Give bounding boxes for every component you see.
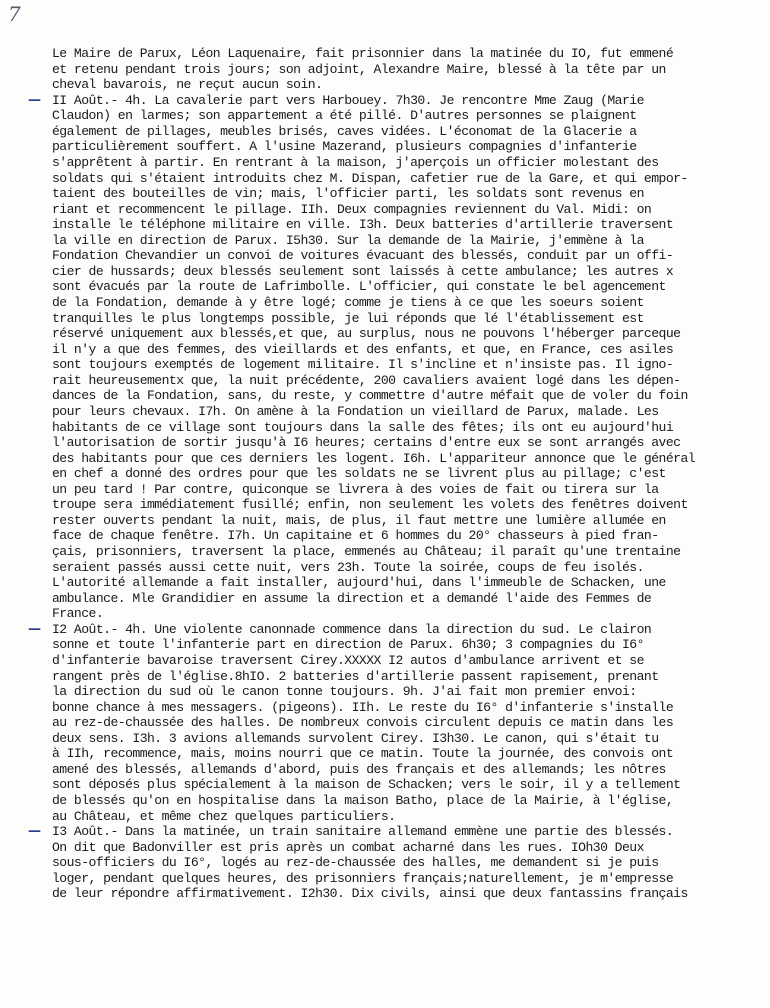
margin-dash-mark: — xyxy=(28,621,41,637)
text-line-content: la ville en direction de Parux. I5h30. Sur la demande de la Mairie, j'emmène à la xyxy=(52,232,644,248)
page-number: 7 xyxy=(8,2,21,26)
text-line xyxy=(52,311,768,327)
text-line xyxy=(52,855,768,871)
text-line xyxy=(52,793,768,809)
text-line-content: Le Maire de Parux, Léon Laquenaire, fait prisonnier dans la matinée du IO, fut emmené xyxy=(52,46,674,61)
text-line-content: pour leurs chevaux. I7h. On amène à la Fondation un vieillard de Parux, malade. Les xyxy=(52,403,659,419)
text-line xyxy=(52,513,768,529)
text-line-content: habitants de ce village sont toujours dans la salle des fêtes; ils ont eu aujourd'hui xyxy=(52,419,674,435)
text-line xyxy=(52,233,768,249)
text-line xyxy=(52,248,768,264)
text-line-content: et retenu pendant trois jours; son adjoint, Alexandre Maire, blessé à la tête par un xyxy=(52,61,666,77)
text-line-content: sous-officiers du I6°, logés au rez-de-chaussée des halles, me demandent si je puis xyxy=(52,855,659,871)
text-line xyxy=(28,92,768,109)
text-line xyxy=(52,435,768,451)
text-line xyxy=(52,669,768,685)
text-line xyxy=(52,451,768,467)
text-line-content: s'apprêtent à partir. En rentrant à la maison, j'aperçois un officier molestant des xyxy=(52,154,659,170)
text-line-content: également de pillages, meubles brisés, caves vidées. L'économat de la Glacerie a xyxy=(52,123,637,139)
text-line-content: particulièrement souffert. A l'usine Mazerand, plusieurs compagnies d'infanterie xyxy=(52,139,637,155)
text-line xyxy=(28,621,768,638)
text-line xyxy=(52,124,768,140)
text-line-content: cier de hussards; deux blessés seulement sont laissés à cette ambulance; les autres x xyxy=(52,263,674,279)
text-line-content: installe le téléphone militaire en ville. I3h. Deux batteries d'artillerie traversent xyxy=(52,217,674,233)
text-line xyxy=(52,139,768,155)
text-line xyxy=(52,217,768,233)
text-line-content: Claudon) en larmes; son appartement a été pillé. D'autres personnes se plaignent xyxy=(52,108,637,124)
text-line-content: d'infanterie bavaroise traversent Cirey.XXXXX I2 autos d'ambulance arrivent et se xyxy=(52,652,644,668)
text-line-content: loger, pendant quelques heures, des prisonniers français;naturellement, je m'empresse xyxy=(52,870,674,886)
text-line-content: sont toujours exemptés de logement militaire. Il s'incline et n'insiste pas. Il igno- xyxy=(52,357,674,373)
text-line-content: ambulance. Mle Grandidier en assume la direction et a demandé l'aide des Femmes de xyxy=(52,590,652,606)
text-line xyxy=(52,762,768,778)
text-line-content: des habitants pour que ces derniers les logent. I6h. L'appariteur annonce que le général xyxy=(52,450,696,466)
text-line-content: un peu tard ! Par contre, quiconque se livrera à des voies de fait ou tirera sur la xyxy=(52,481,659,497)
text-line xyxy=(52,544,768,560)
text-line xyxy=(52,482,768,498)
text-line xyxy=(52,202,768,218)
text-line xyxy=(52,342,768,358)
text-line xyxy=(52,62,768,78)
text-line-content: I3 Août.- Dans la matinée, un train sanitaire allemand emmène une partie des blessés. xyxy=(52,824,674,840)
text-line-content: bonne chance à mes messagers. (pigeons). IIh. Le reste du I6° d'infanterie s'installe xyxy=(52,699,674,715)
text-line xyxy=(52,840,768,856)
text-line xyxy=(52,777,768,793)
text-line xyxy=(52,528,768,544)
text-line-content: deux sens. I3h. 3 avions allemands survolent Cirey. I3h30. Le canon, qui s'était tu xyxy=(52,730,659,746)
text-line-content: II Août.- 4h. La cavalerie part vers Harbouey. 7h30. Je rencontre Mme Zaug (Marie xyxy=(52,92,644,108)
text-line-content: amené des blessés, allemands d'abord, puis des français et des allemands; les nôtres xyxy=(52,761,666,777)
text-line-content: Fondation Chevandier un convoi de voitures évacuant des blessés, conduit par un offi- xyxy=(52,248,674,264)
text-line-content: l'autorisation de sortir jusqu'à I6 heures; certains d'entre eux se sont arrangés avec xyxy=(52,435,681,451)
text-line-content: en chef a donné des ordres pour que les soldats ne se livrent plus au pillage; c'est xyxy=(52,466,666,482)
text-line xyxy=(52,357,768,373)
text-line xyxy=(52,684,768,700)
text-line-content: On dit que Badonviller est pris après un combat acharné dans les rues. IOh30 Deux xyxy=(52,839,644,855)
text-line xyxy=(52,171,768,187)
text-line xyxy=(52,746,768,762)
text-line-content: sont déposés plus spécialement à la maison de Schacken; vers le soir, il y a tellement xyxy=(52,777,681,793)
text-line-content: soldats qui s'étaient introduits chez M. Dispan, cafetier rue de la Gare, et qui empor- xyxy=(52,170,688,186)
text-line-content: au Château, et même chez quelques particuliers. xyxy=(52,808,396,824)
text-line xyxy=(52,560,768,576)
text-line-content: seraient passés aussi cette nuit, vers 23h. Toute la soirée, coups de feu isolés. xyxy=(52,559,644,575)
text-line xyxy=(52,497,768,513)
text-line xyxy=(52,326,768,342)
text-line xyxy=(52,466,768,482)
text-line-content: riant et recommencent le pillage. IIh. Deux compagnies reviennent du Val. Midi: on xyxy=(52,201,652,217)
text-line-content: sont évacués par la route de Lafrimbolle. L'officier, qui constate le bel agencement xyxy=(52,279,666,295)
text-line xyxy=(52,373,768,389)
text-line-content: troupe sera immédiatement fusillé; enfin, non seulement les volets des fenêtres doivent xyxy=(52,497,688,513)
text-line xyxy=(52,186,768,202)
text-line-content: taient des bouteilles de vin; mais, l'officier parti, les soldats sont revenus en xyxy=(52,186,644,202)
text-line xyxy=(52,591,768,607)
text-line xyxy=(52,809,768,825)
typescript-body xyxy=(28,46,768,902)
margin-dash-mark: — xyxy=(28,824,41,840)
text-line-content: France. xyxy=(52,606,104,622)
text-line xyxy=(52,295,768,311)
margin-dash-mark: — xyxy=(28,92,41,108)
text-line-content: au rez-de-chaussée des halles. De nombreux convois circulent depuis ce matin dans les xyxy=(52,715,674,731)
text-line-content: rangent près de l'église.8hIO. 2 batteries d'artillerie passent rapisement, prenant xyxy=(52,668,659,684)
text-line xyxy=(52,871,768,887)
text-line xyxy=(52,575,768,591)
text-line xyxy=(52,77,768,93)
text-line xyxy=(52,700,768,716)
text-line xyxy=(52,715,768,731)
text-line-content: de blessés qu'on en hospitalise dans la maison Batho, place de la Mairie, à l'église, xyxy=(52,793,674,808)
text-line xyxy=(52,637,768,653)
text-line-content: la direction du sud où le canon tonne toujours. 9h. J'ai fait mon premier envoi: xyxy=(52,684,637,700)
text-line-content: sonne et toute l'infanterie part en direction de Parux. 6h30; 3 compagnies du I6° xyxy=(52,637,644,653)
text-line-content: rait heureusementx que, la nuit précédente, 200 cavaliers avaient logé dans les dépen- xyxy=(52,372,681,388)
text-line xyxy=(52,279,768,295)
text-line-content: réservé uniquement aux blessés,et que, au surplus, nous ne pouvons l'héberger parceque xyxy=(52,326,681,342)
text-line xyxy=(52,404,768,420)
text-line-content: dances de la Fondation, sans, du reste, y commettre d'autre méfait que de voler du foin xyxy=(52,388,688,404)
text-line xyxy=(52,388,768,404)
text-line-content: de leur répondre affirmativement. I2h30. Dix civils, ainsi que deux fantassins français xyxy=(52,886,688,902)
text-line xyxy=(28,824,768,840)
text-line xyxy=(52,606,768,622)
text-line xyxy=(52,155,768,171)
text-line-content: rester ouverts pendant la nuit, mais, de plus, il faut mettre une lumière allumée en xyxy=(52,512,666,528)
text-line xyxy=(52,731,768,747)
text-line-content: face de chaque fenêtre. I7h. Un capitaine et 6 hommes du 20° chasseurs à pied fran- xyxy=(52,528,659,544)
text-line xyxy=(52,264,768,280)
text-line xyxy=(52,653,768,669)
text-line-content: I2 Août.- 4h. Une violente canonnade commence dans la direction du sud. Le clairon xyxy=(52,621,652,637)
text-line-content: L'autorité allemande a fait installer, aujourd'hui, dans l'immeuble de Schacken, une xyxy=(52,575,666,591)
text-line-content: de la Fondation, demande à y être logé; comme je tiens à ce que les soeurs soient xyxy=(52,295,644,310)
text-line xyxy=(52,886,768,902)
text-line-content: tranquilles le plus longtemps possible, je lui réponds que lé l'établissement est xyxy=(52,310,644,326)
text-line xyxy=(52,420,768,436)
text-line-content: à IIh, recommence, mais, moins nourri que ce matin. Toute la journée, des convois ont xyxy=(52,746,674,762)
text-line xyxy=(52,46,768,62)
text-line-content: cheval bavarois, ne reçut aucun soin. xyxy=(52,77,323,93)
text-line xyxy=(52,108,768,124)
text-line-content: çais, prisonniers, traversent la place, emmenés au Château; il paraît qu'une trentaine xyxy=(52,544,681,559)
text-line-content: il n'y a que des femmes, des vieillards et des enfants, et que, en France, ces asiles xyxy=(52,341,674,357)
